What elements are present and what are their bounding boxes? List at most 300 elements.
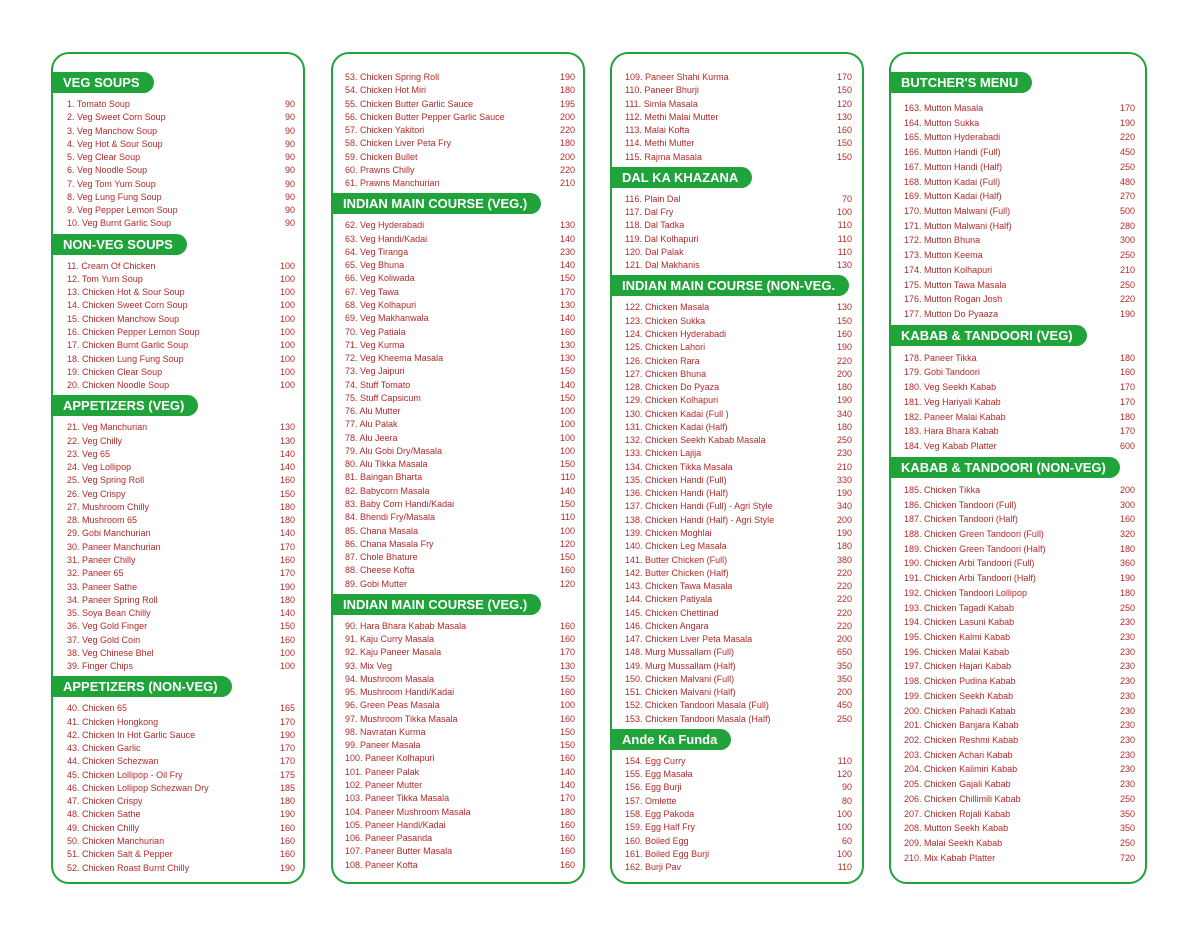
item-price: 140 — [559, 313, 575, 324]
item-label: Paneer Tikka — [924, 352, 977, 363]
item-number: 25. — [67, 475, 80, 486]
item-label: Chicken Chilly — [82, 822, 140, 833]
item-label: Egg Pakoda — [645, 809, 695, 820]
menu-item — [53, 151, 303, 164]
menu-item — [53, 98, 303, 111]
item-price: 230 — [1119, 705, 1135, 716]
item-number: 108. — [345, 859, 363, 870]
item-name — [904, 674, 1016, 689]
menu-list — [612, 71, 862, 164]
item-name — [625, 795, 677, 808]
item-name — [625, 673, 734, 686]
menu-item — [53, 527, 303, 540]
item-number: 124. — [625, 328, 643, 339]
item-name — [904, 792, 1021, 807]
menu-item — [333, 713, 583, 726]
menu-list — [612, 755, 862, 874]
menu-item — [891, 395, 1145, 410]
item-label: Boiled Egg Burji — [645, 848, 710, 859]
item-name — [345, 259, 404, 272]
item-name — [345, 219, 424, 232]
item-number: 48. — [67, 809, 80, 820]
item-number: 60. — [345, 164, 358, 175]
item-price: 250 — [1119, 250, 1135, 261]
item-label: Chicken Tandoori Masala (Half) — [645, 713, 771, 724]
item-number: 199. — [904, 690, 922, 701]
item-number: 13. — [67, 287, 80, 298]
item-number: 202. — [904, 735, 922, 746]
item-label: Veg Seekh Kabab — [924, 382, 997, 393]
item-label: Mix Veg — [360, 660, 393, 671]
menu-item — [612, 206, 862, 219]
item-number: 191. — [904, 573, 922, 584]
item-price: 90 — [284, 218, 295, 229]
item-number: 47. — [67, 796, 80, 807]
item-price: 180 — [559, 138, 575, 149]
item-number: 88. — [345, 565, 358, 576]
item-price: 170 — [1119, 396, 1135, 407]
item-label: Chicken Do Pyaza — [645, 382, 720, 393]
item-name — [625, 447, 701, 460]
item-price: 220 — [836, 581, 852, 592]
item-label: Paneer Kofta — [365, 859, 418, 870]
item-price: 250 — [1119, 602, 1135, 613]
item-name — [904, 512, 1018, 527]
item-name — [345, 578, 407, 591]
item-price: 130 — [279, 435, 295, 446]
item-price: 140 — [279, 608, 295, 619]
menu-item — [891, 645, 1145, 660]
item-label: Mushroom Masala — [360, 673, 435, 684]
item-number: 87. — [345, 552, 358, 563]
menu-item — [891, 674, 1145, 689]
item-name — [904, 278, 1006, 293]
item-name — [345, 752, 435, 765]
menu-item — [333, 286, 583, 299]
item-number: 9. — [67, 205, 75, 216]
item-name — [345, 806, 471, 819]
item-label: Chicken Bullet — [360, 151, 418, 162]
item-number: 167. — [904, 161, 922, 172]
item-name — [345, 405, 401, 418]
menu-item — [612, 835, 862, 848]
item-number: 141. — [625, 554, 643, 565]
item-number: 46. — [67, 782, 80, 793]
menu-item — [612, 755, 862, 768]
item-label: Babycorn Masala — [360, 485, 430, 496]
item-price: 160 — [559, 687, 575, 698]
item-label: Paneer Kolhapuri — [365, 753, 435, 764]
item-name — [625, 500, 773, 513]
item-number: 74. — [345, 379, 358, 390]
menu-item — [891, 483, 1145, 498]
item-label: Chicken Bhuna — [645, 368, 707, 379]
menu-item — [612, 328, 862, 341]
item-label: Chicken Moghlai — [645, 527, 712, 538]
item-number: 38. — [67, 647, 80, 658]
menu-item — [612, 567, 862, 580]
item-price: 340 — [836, 408, 852, 419]
item-number: 1. — [67, 99, 75, 109]
menu-item — [612, 84, 862, 97]
item-label: Chicken Tawa Masala — [645, 581, 733, 592]
item-price: 230 — [1119, 617, 1135, 628]
item-price: 230 — [836, 448, 852, 459]
item-number: 174. — [904, 264, 922, 275]
item-price: 180 — [279, 515, 295, 526]
item-price: 170 — [1119, 426, 1135, 437]
item-price: 110 — [560, 472, 575, 483]
item-price: 210 — [1119, 264, 1135, 275]
item-number: 151. — [625, 687, 643, 698]
item-name — [345, 633, 434, 646]
item-label: Chicken Schezwan — [82, 756, 159, 767]
menu-item — [891, 718, 1145, 733]
menu-item — [891, 263, 1145, 278]
item-name — [345, 660, 392, 673]
item-price: 60 — [841, 835, 852, 846]
item-name — [345, 792, 449, 805]
item-number: 201. — [904, 720, 922, 731]
item-price: 160 — [279, 822, 295, 833]
menu-item — [891, 571, 1145, 586]
item-number: 43. — [67, 743, 80, 754]
item-label: Mutton Tawa Masala — [924, 279, 1007, 290]
item-price: 180 — [1119, 352, 1135, 363]
item-number: 12. — [67, 273, 80, 284]
menu-item — [333, 418, 583, 431]
menu-list — [53, 98, 303, 231]
item-label: Veg 65 — [82, 448, 111, 459]
item-name — [904, 615, 1014, 630]
item-number: 54. — [345, 85, 358, 96]
item-label: Chicken Kalimiri Kabab — [924, 764, 1018, 775]
item-number: 98. — [345, 726, 358, 737]
item-number: 146. — [625, 620, 643, 631]
item-number: 128. — [625, 382, 643, 393]
item-number: 7. — [67, 178, 75, 189]
item-label: Mutton Rogan Josh — [924, 294, 1003, 305]
item-number: 92. — [345, 647, 358, 658]
item-label: Chicken Lajija — [645, 448, 702, 459]
menu-item — [333, 792, 583, 805]
item-name — [904, 630, 1010, 645]
menu-item — [333, 98, 583, 111]
item-name — [904, 365, 980, 380]
item-number: 70. — [345, 326, 358, 337]
item-number: 109. — [625, 72, 643, 82]
item-number: 131. — [625, 421, 643, 432]
item-number: 195. — [904, 631, 922, 642]
menu-item — [612, 554, 862, 567]
menu-item — [612, 461, 862, 474]
menu-item — [612, 368, 862, 381]
item-name — [904, 498, 1016, 513]
item-number: 56. — [345, 111, 358, 122]
item-number: 67. — [345, 286, 358, 297]
item-number: 205. — [904, 779, 922, 790]
menu-item — [612, 593, 862, 606]
item-price: 200 — [1119, 484, 1135, 495]
item-number: 192. — [904, 587, 922, 598]
item-name — [67, 607, 151, 620]
item-price: 180 — [279, 594, 295, 605]
item-label: Veg Chinese Bhel — [82, 647, 154, 658]
menu-item — [891, 160, 1145, 175]
menu-item — [891, 512, 1145, 527]
item-name — [625, 341, 705, 354]
item-label: Chicken Crispy — [82, 796, 143, 807]
item-price: 160 — [1119, 514, 1135, 525]
item-number: 179. — [904, 367, 922, 378]
menu-item — [333, 246, 583, 259]
item-number: 169. — [904, 191, 922, 202]
item-price: 165 — [279, 703, 295, 714]
item-name — [67, 488, 126, 501]
item-number: 61. — [345, 178, 358, 189]
item-price: 200 — [559, 151, 575, 162]
item-name — [625, 368, 706, 381]
item-price: 220 — [836, 567, 852, 578]
item-name — [904, 601, 1014, 616]
item-label: Stuff Tomato — [360, 379, 411, 390]
menu-item — [333, 392, 583, 405]
menu-item — [333, 859, 583, 872]
item-price: 130 — [559, 299, 575, 310]
item-price: 170 — [279, 568, 295, 579]
item-number: 24. — [67, 462, 80, 473]
item-price: 160 — [279, 849, 295, 860]
menu-item — [891, 836, 1145, 851]
item-label: Chicken Rojali Kabab — [924, 808, 1011, 819]
item-label: Chicken Pahadi Kabab — [924, 705, 1016, 716]
menu-item — [53, 808, 303, 821]
item-price: 230 — [1119, 631, 1135, 642]
item-price: 150 — [836, 138, 852, 149]
item-name — [625, 461, 733, 474]
item-name — [625, 111, 718, 124]
menu-list — [333, 219, 583, 590]
item-label: Methi Mutter — [644, 138, 695, 149]
menu-item — [891, 615, 1145, 630]
item-price: 200 — [836, 687, 852, 698]
item-label: Veg Koliwada — [360, 273, 415, 284]
item-number: 14. — [67, 300, 80, 311]
menu-item — [333, 111, 583, 124]
item-name — [904, 395, 1001, 410]
item-label: Veg Patiala — [360, 326, 406, 337]
item-label: Paneer Mutter — [365, 780, 423, 791]
item-label: Rajma Masala — [644, 151, 702, 162]
item-label: Murg Mussallam (Half) — [645, 660, 736, 671]
menu-item — [891, 748, 1145, 763]
item-number: 173. — [904, 250, 922, 261]
item-price: 160 — [836, 328, 852, 339]
menu-item — [612, 408, 862, 421]
item-label: Butter Chicken (Half) — [645, 567, 729, 578]
menu-item — [53, 474, 303, 487]
item-price: 130 — [836, 302, 852, 313]
item-number: 207. — [904, 808, 922, 819]
menu-item — [612, 315, 862, 328]
menu-item — [612, 259, 862, 272]
item-name — [904, 483, 980, 498]
item-price: 190 — [279, 729, 295, 740]
menu-item — [891, 851, 1145, 866]
item-label: Navratan Kurma — [360, 726, 426, 737]
item-price: 250 — [1119, 279, 1135, 290]
menu-item — [333, 511, 583, 524]
item-name — [625, 580, 732, 593]
item-name — [625, 381, 719, 394]
item-label: Chicken Sweet Corn Soup — [82, 300, 188, 311]
item-label: Chicken Hongkong — [82, 716, 159, 727]
item-label: Paneer Butter Masala — [365, 846, 453, 857]
menu-item — [891, 601, 1145, 616]
item-label: Veg Kheema Masala — [360, 353, 444, 364]
item-label: Mushroom Handi/Kadai — [360, 687, 455, 698]
item-name — [345, 779, 422, 792]
item-price: 190 — [836, 527, 852, 538]
menu-item — [53, 581, 303, 594]
item-label: Hara Bhara Kabab Masala — [360, 620, 467, 631]
item-number: 122. — [625, 302, 643, 313]
item-label: Egg Burji — [645, 782, 682, 793]
menu-item — [891, 630, 1145, 645]
item-label: Chicken Lahori — [645, 342, 706, 353]
item-label: Paneer Sathe — [82, 581, 138, 592]
item-label: Alu Tikka Masala — [359, 459, 428, 470]
item-name — [67, 138, 163, 151]
item-price: 180 — [836, 421, 852, 432]
item-number: 59. — [345, 151, 358, 162]
item-number: 188. — [904, 528, 922, 539]
item-price: 170 — [279, 756, 295, 767]
item-price: 100 — [279, 260, 295, 271]
item-name — [904, 263, 992, 278]
menu-list — [891, 101, 1145, 322]
menu-item — [333, 84, 583, 97]
item-name — [345, 819, 446, 832]
item-name — [904, 762, 1017, 777]
item-label: Chicken Arbi Tandoori (Full) — [924, 558, 1035, 569]
menu-item — [891, 307, 1145, 322]
item-price: 100 — [836, 207, 852, 218]
item-price: 90 — [284, 112, 295, 123]
item-name — [67, 313, 179, 326]
item-number: 23. — [67, 448, 80, 459]
item-label: Chicken Handi (Full) - Agri Style — [645, 501, 773, 512]
item-number: 206. — [904, 793, 922, 804]
item-number: 11. — [67, 260, 79, 271]
item-label: Chicken Chettinad — [645, 607, 719, 618]
menu-item — [612, 355, 862, 368]
section-heading: Ande Ka Funda — [610, 729, 731, 750]
item-number: 125. — [625, 342, 643, 353]
item-label: Mushroom 65 — [82, 515, 138, 526]
item-name — [67, 299, 188, 312]
item-price: 130 — [559, 660, 575, 671]
menu-item — [333, 660, 583, 673]
item-price: 270 — [1119, 191, 1135, 202]
item-label: Chicken Handi (Half) — [645, 488, 729, 499]
item-name — [625, 646, 734, 659]
item-name — [345, 164, 415, 177]
item-price: 170 — [279, 743, 295, 754]
item-price: 160 — [559, 565, 575, 576]
item-label: Veg Manchow Soup — [77, 125, 158, 136]
item-price: 100 — [836, 822, 852, 833]
menu-item — [53, 702, 303, 715]
item-number: 84. — [345, 512, 358, 523]
item-label: Cheese Kofta — [360, 565, 415, 576]
menu-item — [612, 137, 862, 150]
item-label: Veg Clear Soup — [77, 152, 141, 163]
item-number: 64. — [345, 246, 358, 257]
item-label: Chicken Manchurian — [82, 836, 165, 847]
item-number: 18. — [67, 353, 80, 364]
menu-item — [612, 151, 862, 164]
menu-item — [333, 312, 583, 325]
menu-item — [612, 808, 862, 821]
item-price: 160 — [559, 753, 575, 764]
item-price: 90 — [284, 99, 295, 109]
item-name — [345, 233, 427, 246]
item-label: Veg Kurma — [360, 339, 405, 350]
item-number: 178. — [904, 352, 922, 363]
item-name — [345, 445, 442, 458]
item-price: 100 — [279, 380, 295, 391]
menu-item — [53, 594, 303, 607]
item-price: 70 — [841, 193, 852, 204]
item-name — [67, 474, 144, 487]
item-price: 100 — [559, 419, 575, 430]
item-number: 15. — [67, 313, 80, 324]
menu-item — [53, 421, 303, 434]
menu-item — [333, 71, 583, 84]
item-name — [67, 702, 127, 715]
item-name — [625, 861, 681, 874]
item-price: 100 — [559, 700, 575, 711]
item-number: 75. — [345, 392, 358, 403]
item-price: 170 — [559, 793, 575, 804]
item-price: 200 — [559, 111, 575, 122]
item-number: 66. — [345, 273, 358, 284]
item-label: Stuff Capsicum — [360, 392, 421, 403]
item-name — [625, 554, 727, 567]
item-name — [904, 571, 1036, 586]
menu-item — [53, 729, 303, 742]
item-name — [904, 586, 1027, 601]
item-price: 100 — [836, 809, 852, 820]
item-number: 189. — [904, 543, 922, 554]
item-label: Boiled Egg — [645, 835, 689, 846]
item-name — [625, 301, 709, 314]
item-name — [345, 845, 452, 858]
item-label: Mushroom Tikka Masala — [360, 713, 458, 724]
item-label: Alu Jeera — [359, 432, 398, 443]
item-price: 90 — [284, 165, 295, 176]
item-label: Mutton Kadai (Full) — [924, 176, 1001, 187]
item-label: Chicken In Hot Garlic Sauce — [82, 729, 196, 740]
item-name — [904, 130, 1000, 145]
item-label: Veg Gold Finger — [82, 621, 148, 632]
item-price: 110 — [837, 220, 852, 231]
menu-item — [53, 217, 303, 230]
menu-item — [333, 739, 583, 752]
menu-item — [612, 607, 862, 620]
item-label: Chicken Salt & Pepper — [82, 849, 173, 860]
